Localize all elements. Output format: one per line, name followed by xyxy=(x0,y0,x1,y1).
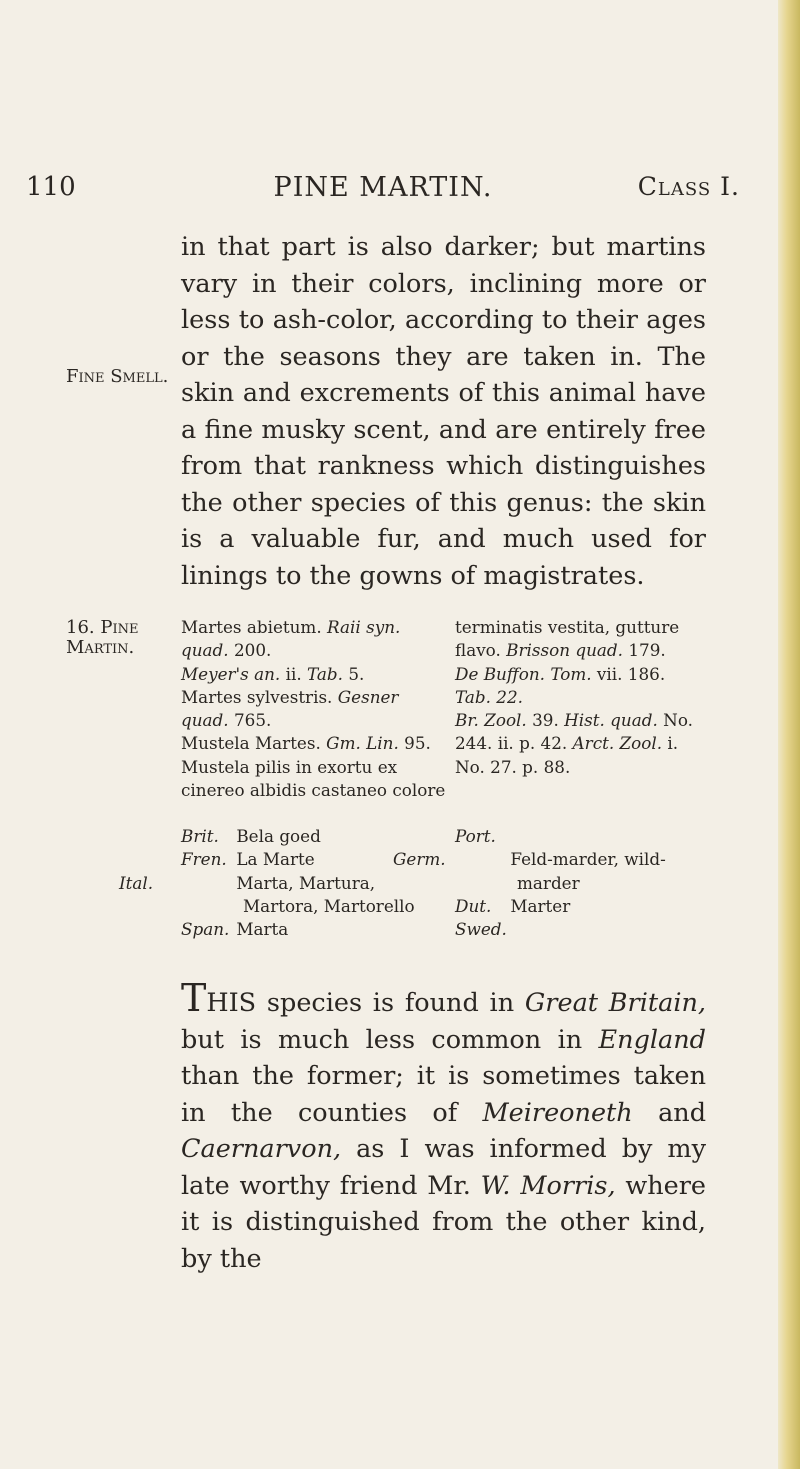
drop-cap: T xyxy=(181,976,207,1020)
synonym-entry: Mustela pilis in exortu ex cinereo albidis castaneo colore xyxy=(181,756,446,801)
running-header xyxy=(26,172,740,212)
common-name-row: Port. xyxy=(455,826,496,846)
common-name-row: Fren. La Marte xyxy=(181,849,315,870)
page-edge xyxy=(778,0,800,1469)
class-label: Class I. xyxy=(637,172,740,201)
common-name-row: Swed. xyxy=(455,919,507,940)
synonym-entry: De Buffon. Tom. vii. 186. Tab. 22. xyxy=(455,663,666,707)
synonym-entry: Martes sylvestris. Gesner quad. 765. xyxy=(181,686,399,731)
synonym-entry: Martes abietum. Raii syn. quad. 200. xyxy=(181,617,401,661)
synonym-entry: Br. Zool. 39. Hist. quad. No. 244. ii. p. 42. Arct. Zool. i. No. 27. p. 88. xyxy=(455,710,693,777)
common-name-row: Ital. Marta, Martura, Martora, Martorello xyxy=(119,872,415,916)
common-names-left xyxy=(119,825,446,941)
common-names-right xyxy=(393,825,700,941)
margin-note-species: 16. Pine Martin. xyxy=(66,617,139,658)
common-name-row: Dut. Marter xyxy=(455,895,571,916)
paragraph-top: in that part is also darker; but martins vary in their colors, inclining more or less to ash-color, according to their ages or the seasons they are taken in. The skin and excrements of this animal have a fine musky scent, and are entirely free from that rankness which distinguishes the other species of this genus: the skin is a valuable fur, and much used for linings to the gowns of magistrates. xyxy=(181,232,706,591)
running-title: PINE MARTIN. xyxy=(273,172,493,203)
synonym-entry: Meyer's an. ii. Tab. 5. xyxy=(181,663,365,684)
common-name-row: Brit. Bela goed xyxy=(181,826,321,846)
paragraph-bottom: THIS species is found in Great Britain, but is much less common in England than the former; it is sometimes taken in the counties of Meireoneth and Caernarvon, as I was informed by my late worthy friend Mr. W. Morris, where it is distinguished from the other kind, by the xyxy=(181,976,707,1274)
common-name-row: Germ. Feld-marder, wild-marder xyxy=(393,849,666,893)
synonymy-right xyxy=(455,616,700,779)
synonym-entry: terminatis vestita, gutture flavo. Brisson quad. 179. xyxy=(455,617,680,661)
common-name-row: Span. Marta xyxy=(181,919,289,940)
page-number: 110 xyxy=(26,172,76,202)
synonym-entry: Mustela Martes. Gm. Lin. 95. xyxy=(181,733,431,754)
synonymy-left xyxy=(181,616,446,802)
margin-note-fine-smell: Fine Smell. xyxy=(66,366,169,387)
